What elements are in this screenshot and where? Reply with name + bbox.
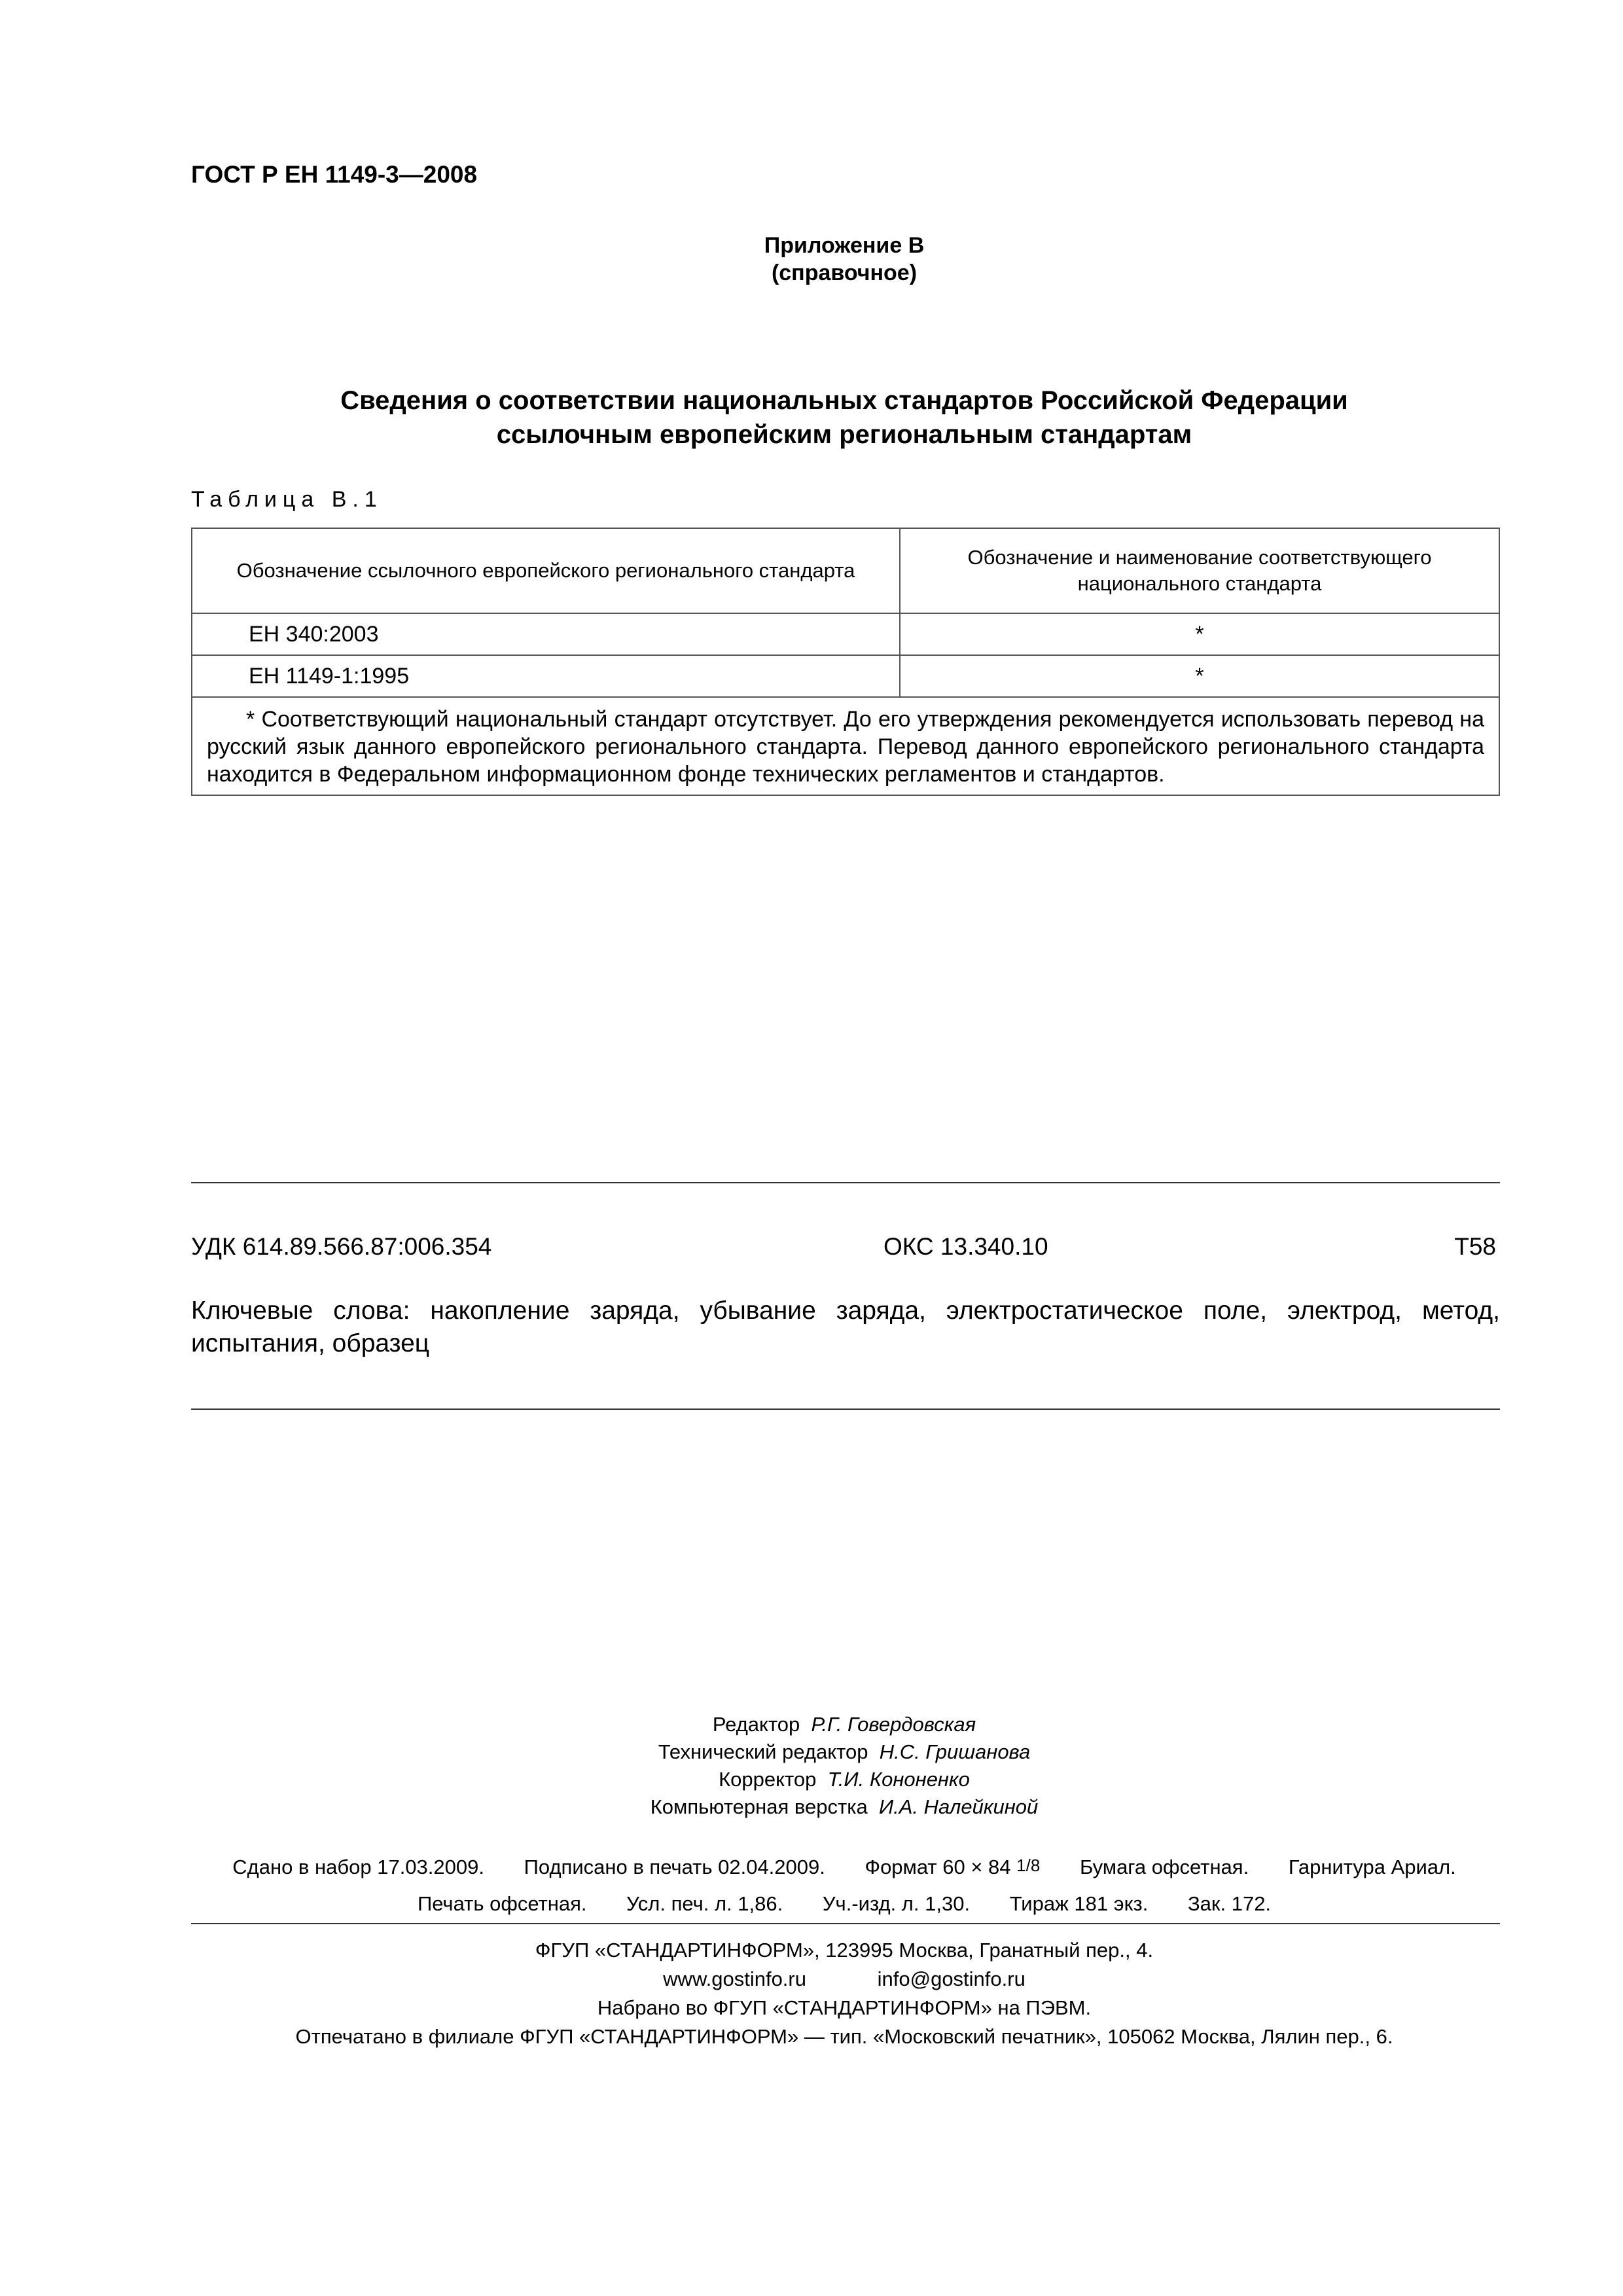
divider-top — [191, 1182, 1500, 1183]
keywords: Ключевые слова: накопление заряда, убывание заряда, электростатическое поле, электрод, метод, испытания, образец — [191, 1297, 1500, 1357]
credit-editor — [0, 1711, 1623, 1738]
typesetting-note: Набрано во ФГУП «СТАНДАРТИНФОРМ» на ПЭВМ. — [597, 1996, 1092, 2019]
divider-middle — [191, 1408, 1500, 1410]
column-header-national-standard: Обозначение и наименование соответствующего национального стандарта — [900, 528, 1499, 613]
format-fraction: 1/8 — [1016, 1856, 1041, 1875]
table-note-row — [192, 697, 1499, 795]
table-footnote: * Соответствующий национальный стандарт отсутствует. До его утверждения рекомендуется использовать перевод на русский язык данного европейского регионального стандарта. Перевод данного европейского регионального стандарта находится в Федеральном информационном фонде технических регламентов и стандартов. — [192, 697, 1499, 795]
credit-role: Компьютерная верстка — [650, 1795, 868, 1818]
table-row — [192, 613, 1499, 655]
credit-name: Р.Г. Говердовская — [811, 1713, 976, 1736]
table-header-row — [192, 528, 1499, 613]
credit-role: Технический редактор — [658, 1740, 868, 1763]
annex-kind: (справочное) — [771, 260, 918, 285]
section-title-line-1: Сведения о соответствии национальных стандартов Российской Федерации — [340, 386, 1348, 415]
publisher-website: www.gostinfo.ru — [663, 1967, 806, 1990]
table-label: Таблица В.1 — [191, 487, 383, 512]
publisher-info — [0, 1936, 1623, 2051]
section-title — [0, 384, 1623, 452]
paper-format — [865, 1856, 1041, 1878]
divider-bottom — [191, 1923, 1500, 1924]
section-title-line-2: ссылочным европейским региональным стандартам — [496, 420, 1192, 449]
oks-code: ОКС 13.340.10 — [883, 1233, 1048, 1260]
credit-technical-editor — [0, 1738, 1623, 1766]
publication-sheets: Уч.-изд. л. 1,30. — [822, 1892, 971, 1915]
submitted-date: Сдано в набор 17.03.2009. — [232, 1856, 484, 1878]
credit-name: И.А. Налейкиной — [878, 1795, 1039, 1818]
publisher-contacts — [0, 1965, 1623, 1994]
cell-european-standard: ЕН 340:2003 — [192, 613, 900, 655]
credit-role: Корректор — [719, 1768, 817, 1791]
paper-type: Бумага офсетная. — [1079, 1856, 1249, 1878]
format-prefix: Формат 60 × 84 — [865, 1856, 1011, 1878]
credit-layout — [0, 1793, 1623, 1821]
publisher-email: info@gostinfo.ru — [877, 1967, 1026, 1990]
typeface: Гарнитура Ариал. — [1288, 1856, 1456, 1878]
print-run: Тираж 181 экз. — [1009, 1892, 1149, 1915]
credit-role: Редактор — [712, 1713, 800, 1736]
document-designation: ГОСТ Р ЕН 1149-3—2008 — [191, 161, 478, 188]
order-number: Зак. 172. — [1187, 1892, 1272, 1915]
credit-proofreader — [0, 1766, 1623, 1793]
publisher-address: ФГУП «СТАНДАРТИНФОРМ», 123995 Москва, Гранатный пер., 4. — [535, 1939, 1154, 1962]
print-method: Печать офсетная. — [417, 1892, 587, 1915]
credit-name: Н.С. Гришанова — [879, 1740, 1031, 1763]
cell-national-standard: * — [900, 613, 1499, 655]
editorial-credits — [0, 1711, 1623, 1821]
reference-standards-table — [191, 528, 1500, 796]
annex-title: Приложение В — [764, 233, 925, 258]
credit-name: Т.И. Кононенко — [827, 1768, 970, 1791]
column-header-european-standard: Обозначение ссылочного европейского регионального стандарта — [192, 528, 900, 613]
print-info-line-1 — [0, 1847, 1623, 1886]
print-sheets: Усл. печ. л. 1,86. — [626, 1892, 783, 1915]
cell-national-standard: * — [900, 655, 1499, 697]
table-row — [192, 655, 1499, 697]
print-info-line-2 — [0, 1886, 1623, 1922]
print-info — [0, 1847, 1623, 1922]
udk-code: УДК 614.89.566.87:006.354 — [191, 1233, 492, 1260]
signed-date: Подписано в печать 02.04.2009. — [524, 1856, 825, 1878]
cell-european-standard: ЕН 1149-1:1995 — [192, 655, 900, 697]
printing-note: Отпечатано в филиале ФГУП «СТАНДАРТИНФОРМ» — тип. «Московский печатник», 105062 Москва, Лялин пер., 6. — [295, 2025, 1393, 2048]
group-code: Т58 — [1454, 1233, 1496, 1260]
